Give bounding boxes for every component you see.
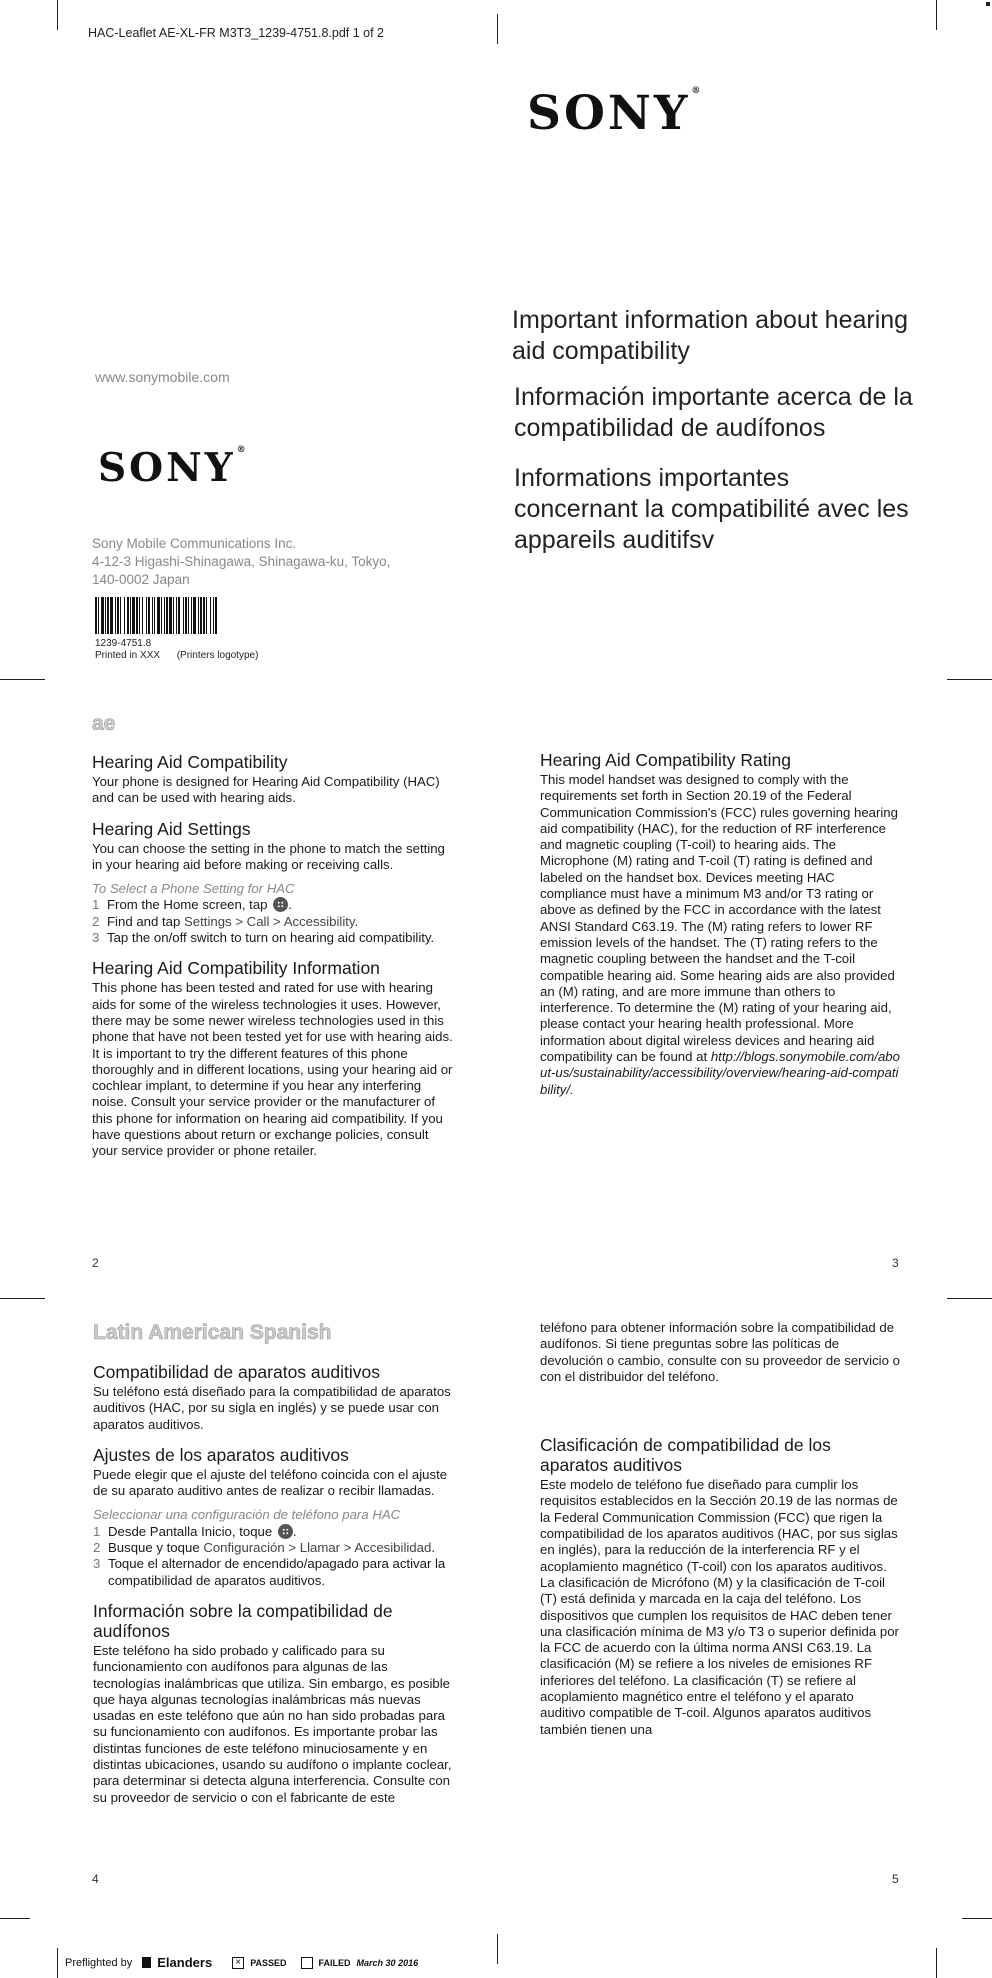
section-title: Ajustes de los aparatos auditivos <box>93 1444 349 1465</box>
section-title: Información sobre la compatibilidad de audífonos <box>93 1600 393 1641</box>
page-number: 2 <box>92 1256 99 1270</box>
language-heading: Latin American Spanish <box>93 1321 332 1344</box>
step-item: 2 Find and tap Settings > Call > Accessibility. <box>92 913 359 929</box>
section-body: This model handset was designed to comply with the requirements set forth in Section 20.19 of the Federal Communication Commission's (FCC) rules governing hearing aid compatibility (HAC), for the reduction of RF interference and magnetic coupling (T-coil) to hearing aids. The Microphone (M) rating and T-coil (T) rating is defined and labeled on the handset box. Devices meeting HAC compliance must have a minimum M3 and/or T3 rating or above as defined by the FCC in accordance with the latest ANSI Standard C63.19. The (M) rating refers to lower RF emission levels of the handset. The (T) rating refers to the magnetic coupling between the handset and the T-coil compatible hearing aid. Some hearing aids are also provided an (M) rating, and are more immune than others to interference. To determine the (M) rating of your hearing aid, please contact your hearing health professional. More information about digital wireless devices and hearing aid compatibility can be found at http://blogs.sonymobile.com/about-us/sustainability/accessibility/overview/hearing-aid-compatibility/. <box>540 772 900 1097</box>
title-fr: Informations importantes concernant la compatibilité avec les appareils auditifsv <box>514 464 909 554</box>
crop-mark <box>0 1298 45 1299</box>
preflight-footer <box>65 1955 418 1970</box>
section-title: Hearing Aid Compatibility <box>92 752 288 772</box>
company-address <box>92 535 390 589</box>
language-heading: ae <box>92 712 116 735</box>
continued-text: teléfono para obtener información sobre la compatibilidad de audífonos. Si tiene preguntas sobre las políticas de devolución o cambio, consulte con su proveedor de servicio o con el distribuidor del teléfono. <box>540 1320 900 1384</box>
section-body: Su teléfono está diseñado para la compatibilidad de aparatos auditivos (HAC, por su sigla en inglés) y se puede usar con aparatos auditivos. <box>93 1384 451 1432</box>
page-number: 4 <box>92 1872 99 1886</box>
step-item: 3 Toque el alternador de encendido/apagado para activar la compatibilidad de aparatos auditivos. <box>93 1556 446 1588</box>
hac-link[interactable]: http://blogs.sonymobile.com/about-us/sustainability/accessibility/overview/hearing-aid-compatibility/. <box>540 1049 900 1097</box>
section-body: This phone has been tested and rated for use with hearing aids for some of the wireless technologies it uses. However, there may be some newer wireless technologies used in this phone that have not been tested yet for use with hearing aids. It is important to try the different features of this phone thoroughly and in different locations, using your hearing aid or cochlear implant, to determine if you hear any interfering noise. Consult your service provider or the manufacturer of this phone for information on hearing aid compatibility. If you have questions about return or exchange policies, consult your service provider or phone retailer. <box>92 980 453 1159</box>
section-title: Hearing Aid Compatibility Rating <box>540 750 791 770</box>
crop-mark <box>57 0 58 30</box>
step-item: 1 From the Home screen, tap . <box>92 897 292 913</box>
printers-logotype: (Printers logotype) <box>176 650 259 661</box>
step-item: 3 Tap the on/off switch to turn on hearing aid compatibility. <box>92 930 435 946</box>
barcode-bar <box>217 597 218 634</box>
page5-column <box>540 1320 902 1738</box>
section-body: Este modelo de teléfono fue diseñado para cumplir los requisitos establecidos en la Sección 20.19 de las normas de la Federal Communication Commission (FCC) que rigen la compatibilidad de los aparatos auditivos (HAC, por sus siglas en inglés), para la reducción de la interferencia RF y el acoplamiento magnético (T-coil) con los aparatos auditivos. La clasificación de Micrófono (M) y la clasificación de T-coil (T) está definida y marcada en la caja del teléfono. Los dispositivos que cumplen los requisitos de HAC deben tener una clasificación mínima de M3 y/o T3 o superior definida por la FCC de acuerdo con la última norma ANSI C63.19. La clasificación (M) se refiere a los niveles de emisiones RF inferiores del teléfono. La clasificación (T) se refiere al acoplamiento magnético entre el teléfono y el aparato auditivo compatible de T-coil. Algunos aparatos auditivos también tienen una <box>540 1477 899 1737</box>
crop-mark <box>0 679 45 680</box>
crop-mark <box>962 1918 992 1919</box>
file-header: HAC-Leaflet AE-XL-FR M3T3_1239-4751.8.pdf 1 of 2 <box>88 26 384 40</box>
apps-icon <box>278 1524 293 1539</box>
crop-mark <box>0 1918 30 1919</box>
section-body: You can choose the setting in the phone to match the setting in your hearing aid before making or receiving calls. <box>92 840 445 872</box>
steps-subtitle: Seleccionar una configuración de teléfono para HAC <box>93 1507 401 1523</box>
page-number: 3 <box>892 1256 899 1270</box>
passed-checkbox: × <box>232 1957 244 1969</box>
section-title: Hearing Aid Settings <box>92 818 251 839</box>
steps-subtitle: To Select a Phone Setting for HAC <box>92 881 295 897</box>
preflight-label: Preflighted by <box>65 1956 133 1969</box>
crop-mark <box>57 1948 58 1978</box>
page-number: 5 <box>892 1872 899 1886</box>
title-en: Important information about hearing aid compatibility <box>512 306 909 365</box>
printed-in: Printed in XXX <box>95 650 161 661</box>
barcode-number: 1239-4751.8 <box>95 638 152 649</box>
website: www.sonymobile.com <box>95 369 230 385</box>
page2-column <box>92 752 457 1176</box>
corner-dot <box>986 2 990 6</box>
crop-mark <box>497 1934 498 1964</box>
section-body: Your phone is designed for Hearing Aid Compatibility (HAC) and can be used with hearing aids. <box>92 774 440 806</box>
section-body: Este teléfono ha sido probado y calificado para su funcionamiento con audífonos para algunas de las tecnologías inalámbricas que utiliza. Sin embargo, es posible que haya algunas tecnologías inalámbricas más nuevas usadas en este teléfono que aún no han sido probadas para su funcionamiento con audífonos. Es importante probar las distintas funciones de este teléfono minuciosamente y en distintas ubicaciones, usando su audífono o implante coclear, para determinar si detecta alguna interferencia. Consulte con su proveedor de servicio o con el fabricante de este <box>93 1642 452 1805</box>
section-title: Compatibilidad de aparatos auditivos <box>93 1362 380 1382</box>
crop-mark <box>947 1298 992 1299</box>
crop-mark <box>497 14 498 44</box>
section-body: Puede elegir que el ajuste del teléfono coincida con el ajuste de su aparato auditivo antes de realizar o recibir llamadas. <box>93 1466 448 1499</box>
section-title: Hearing Aid Compatibility Information <box>92 958 380 979</box>
crop-mark <box>936 0 937 30</box>
preflight-date: March 30 2016 <box>356 1957 419 1968</box>
elanders-logo-icon <box>142 1957 151 1968</box>
barcode <box>95 597 303 634</box>
apps-icon <box>273 897 288 912</box>
barcode-text <box>95 638 258 662</box>
passed-label: PASSED <box>250 1957 287 1968</box>
crop-mark <box>936 1948 937 1978</box>
company-name: Sony Mobile Communications Inc. <box>92 536 297 551</box>
elanders-name: Elanders <box>157 1955 213 1970</box>
failed-label: FAILED <box>318 1957 351 1968</box>
step-item: 1 Desde Pantalla Inicio, toque . <box>93 1523 297 1539</box>
page4-column <box>93 1362 458 1822</box>
sony-logo-small: SONY® <box>98 445 246 491</box>
address-line2: 140-0002 Japan <box>92 572 190 587</box>
page3-column <box>540 750 900 1098</box>
crop-mark <box>947 679 992 680</box>
failed-checkbox <box>301 1957 313 1969</box>
address-line1: 4-12-3 Higashi-Shinagawa, Shinagawa-ku, Tokyo, <box>92 554 391 569</box>
section-title: Clasificación de compatibilidad de los aparatos auditivos <box>540 1435 831 1476</box>
step-item: 2 Busque y toque Configuración > Llamar > Accesibilidad. <box>93 1540 435 1556</box>
sony-logo: SONY® <box>527 86 701 141</box>
title-es: Información importante acerca de la compatibilidad de audífonos <box>514 383 913 442</box>
